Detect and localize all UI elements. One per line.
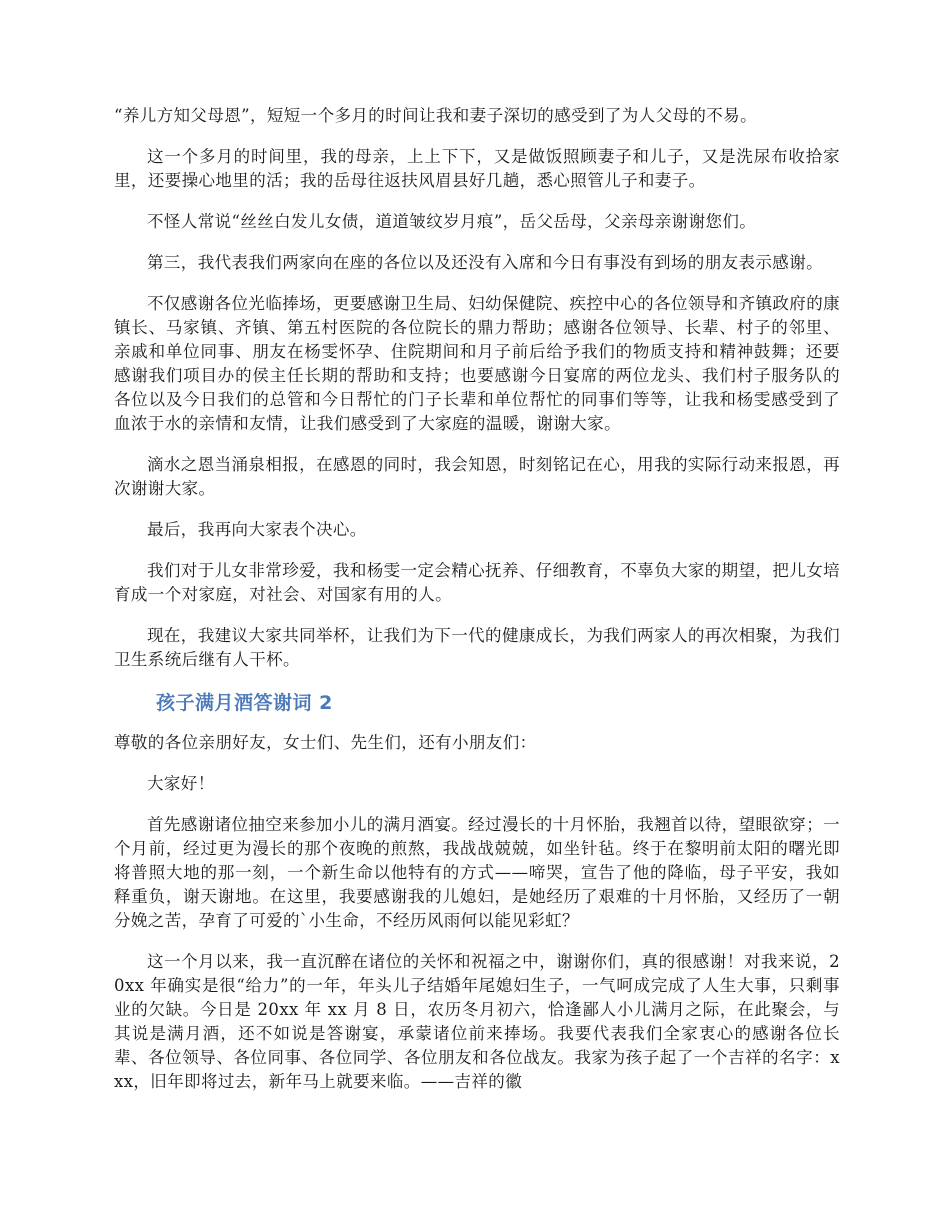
paragraph: 大家好！ — [147, 774, 215, 793]
paragraph: 不仅感谢各位光临捧场，更要感谢卫生局、妇幼保健院、疾控中心的各位领导和齐镇政府的康镇长、马家镇、齐镇、第五村医院的各位院长的鼎力帮助；感谢各位领导、长辈、村子的邻里、亲戚和单位同事、朋友在杨雯怀孕、住院期间和月子前后给予我们的物质支持和精神鼓舞；还要感谢我们项目办的侯主任长期的帮助和支持；也要感谢今日宴席的两位龙头、我们村子服务队的各位以及今日我们的总管和今日帮忙的门子长辈和单位帮忙的同事们等等，让我和杨雯感受到了血浓于水的亲情和友情，让我们感受到了大家庭的温暖，谢谢大家。 — [114, 294, 840, 433]
paragraph: 第三，我代表我们两家向在座的各位以及还没有入席和今日有事没有到场的朋友表示感谢。 — [147, 253, 823, 272]
paragraph: 滴水之恩当涌泉相报，在感恩的同时，我会知恩，时刻铭记在心，用我的实际行动来报恩，再次谢谢大家。 — [114, 455, 840, 498]
paragraph: 这一个多月的时间里，我的母亲，上上下下，又是做饭照顾妻子和儿子，又是洗尿布收拾家里，还要操心地里的活；我的岳母往返扶风眉县好几趟，悉心照管儿子和妻子。 — [114, 147, 840, 190]
paragraph: 这一个月以来，我一直沉醉在诸位的关怀和祝福之中，谢谢你们，真的很感谢！对我来说，20xx 年确实是很“给力”的一年，年头儿子结婚年尾媳妇生子，一气呵成完成了人生大事，只剩事业的欠缺。今日是 20xx 年 xx 月 8 日，农历冬月初六，恰逢鄙人小儿满月之际，在此聚会，与其说是满月酒，还不如说是答谢宴，承蒙诸位前来捧场。我要代表我们全家衷心的感谢各位长辈、各位领导、各位同事、各位同学、各位朋友和各位战友。我家为孩子起了一个吉祥的名字：xxx，旧年即将过去，新年马上就要来临。——吉祥的徽 — [114, 952, 840, 1091]
paragraph: 最后，我再向大家表个决心。 — [147, 520, 367, 539]
section-heading: 孩子满月酒答谢词 2 — [156, 692, 333, 714]
paragraph: “养儿方知父母恩”，短短一个多月的时间让我和妻子深切的感受到了为人父母的不易。 — [114, 106, 757, 125]
document-page — [114, 104, 840, 1111]
paragraph: 首先感谢诸位抽空来参加小儿的满月酒宴。经过漫长的十月怀胎，我翘首以待，望眼欲穿；一个月前，经过更为漫长的那个夜晚的煎熬，我战战兢兢，如坐针毡。终于在黎明前太阳的曙光即将普照大地的那一刻，一个新生命以他特有的方式——啼哭，宣告了他的降临，母子平安，我如释重负，谢天谢地。在这里，我要感谢我的儿媳妇，是她经历了艰难的十月怀胎，又经历了一朝分娩之苦，孕育了可爱的`小生命，不经历风雨何以能见彩虹？ — [114, 815, 840, 930]
paragraph: 现在，我建议大家共同举杯，让我们为下一代的健康成长，为我们两家人的再次相聚，为我们卫生系统后继有人干杯。 — [114, 626, 840, 669]
paragraph: 不怪人常说“丝丝白发儿女债，道道皱纹岁月痕”，岳父岳母，父亲母亲谢谢您们。 — [147, 212, 757, 231]
salutation: 尊敬的各位亲朋好友，女士们、先生们，还有小朋友们： — [114, 733, 537, 752]
paragraph: 我们对于儿女非常珍爱，我和杨雯一定会精心抚养、仔细教育，不辜负大家的期望，把儿女培育成一个对家庭，对社会、对国家有用的人。 — [114, 561, 840, 604]
